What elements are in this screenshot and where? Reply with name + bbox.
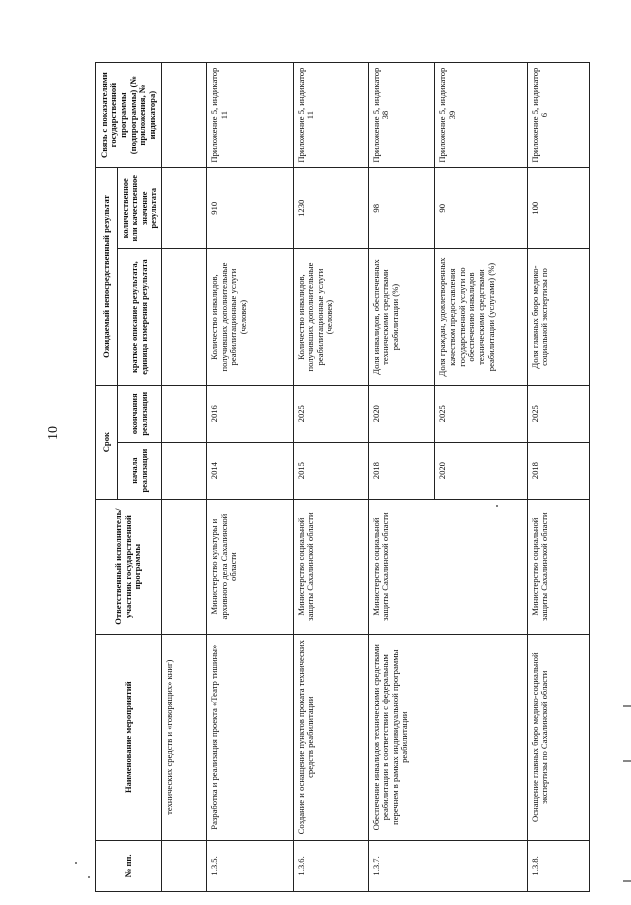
row-end: [162, 385, 207, 442]
scan-dot: [75, 862, 77, 864]
row-desc: [162, 249, 207, 386]
row-link: Приложение 5, индикатор 11: [293, 63, 368, 168]
row-name: технических средств и «говорящих» книг): [162, 634, 207, 840]
row-name: Обеспечение инвалидов техническими средствами реабилитации в соответствии с федеральным перечнем в рамках индивидуальной программы реабилитации: [368, 634, 527, 840]
row-desc: Доля инвалидов, обеспеченных техническими средствами реабилитации (%): [368, 249, 435, 386]
header-term: Срок: [96, 385, 118, 499]
row-end: 2020: [368, 385, 435, 442]
row-value: 1230: [293, 168, 368, 249]
header-result-value: количественное или качественное значение результата: [118, 168, 162, 249]
row-value: [162, 168, 207, 249]
header-result: Ожидаемый непосредственный результат: [96, 168, 118, 386]
row-executor: Министерство культуры и архивного дела Сахалинской области: [207, 499, 293, 634]
row-start: 2018: [368, 442, 435, 499]
row-name: Разработка и реализация проекта «Театр тишины»: [207, 634, 293, 840]
scan-edge-mark: [623, 760, 631, 762]
row-executor: Министерство социальной защиты Сахалинской области: [293, 499, 368, 634]
table-row: [368, 63, 435, 892]
header-link: Связь с показателями государственной программы (подпрограммы) (№ приложения, № индикатора): [96, 63, 162, 168]
page-number: 10: [46, 426, 61, 440]
header-term-start: начала реализации: [118, 442, 162, 499]
row-link: Приложение 5, индикатор 38: [368, 63, 435, 168]
row-end: 2016: [207, 385, 293, 442]
row-executor: Министерство социальной защиты Сахалинской области: [527, 499, 589, 634]
table-row: [207, 63, 293, 892]
header-executor: Ответственный исполнитель/участник государственной программы: [96, 499, 162, 634]
row-num: 1.3.5.: [207, 840, 293, 891]
row-num: 1.3.8.: [527, 840, 589, 891]
row-executor: Министерство социальной защиты Сахалинской области: [368, 499, 527, 634]
row-name: Оснащение главных бюро медико-социальной экспертизы по Сахалинской области: [527, 634, 589, 840]
row-end: 2025: [527, 385, 589, 442]
row-start: [162, 442, 207, 499]
row-desc: Доля граждан, удовлетворенных качеством предоставления государственной услуги по обеспечению инвалидов техническими средствами реабилитации (услугами) (%): [435, 249, 527, 386]
row-start: 2014: [207, 442, 293, 499]
row-value: 98: [368, 168, 435, 249]
row-link: Приложение 5, индикатор 6: [527, 63, 589, 168]
row-value: 100: [527, 168, 589, 249]
row-name: Создание и оснащение пунктов проката технических средств реабилитации: [293, 634, 368, 840]
scan-edge-mark: [623, 880, 631, 882]
header-name: Наименование мероприятий: [96, 634, 162, 840]
row-value: 90: [435, 168, 527, 249]
table-row: [527, 63, 589, 892]
scan-dot: [88, 876, 90, 878]
header-result-desc: краткое описание результата, единица измерения результата: [118, 249, 162, 386]
row-end: 2025: [435, 385, 527, 442]
rotated-table-container: [95, 62, 590, 892]
row-end: 2025: [293, 385, 368, 442]
scan-dot: [496, 505, 498, 507]
table-row: [162, 63, 207, 892]
row-link: [162, 63, 207, 168]
row-desc: Количество инвалидов, получивших дополнительные реабилитационные услуги (человек): [207, 249, 293, 386]
row-start: 2015: [293, 442, 368, 499]
table-row: [293, 63, 368, 892]
row-desc: Количество инвалидов, получивших дополнительные реабилитационные услуги (человек): [293, 249, 368, 386]
scan-edge-mark: [623, 705, 631, 707]
row-value: 910: [207, 168, 293, 249]
row-executor: [162, 499, 207, 634]
row-num: [162, 840, 207, 891]
row-link: Приложение 5, индикатор 39: [435, 63, 527, 168]
row-desc: Доля главных бюро медико-социальной экспертизы по: [527, 249, 589, 386]
row-num: 1.3.6.: [293, 840, 368, 891]
header-num: № пп.: [96, 840, 162, 891]
row-start: 2020: [435, 442, 527, 499]
measures-table: [95, 62, 590, 892]
row-link: Приложение 5, индикатор 11: [207, 63, 293, 168]
header-term-end: окончания реализации: [118, 385, 162, 442]
row-start: 2018: [527, 442, 589, 499]
row-num: 1.3.7.: [368, 840, 527, 891]
